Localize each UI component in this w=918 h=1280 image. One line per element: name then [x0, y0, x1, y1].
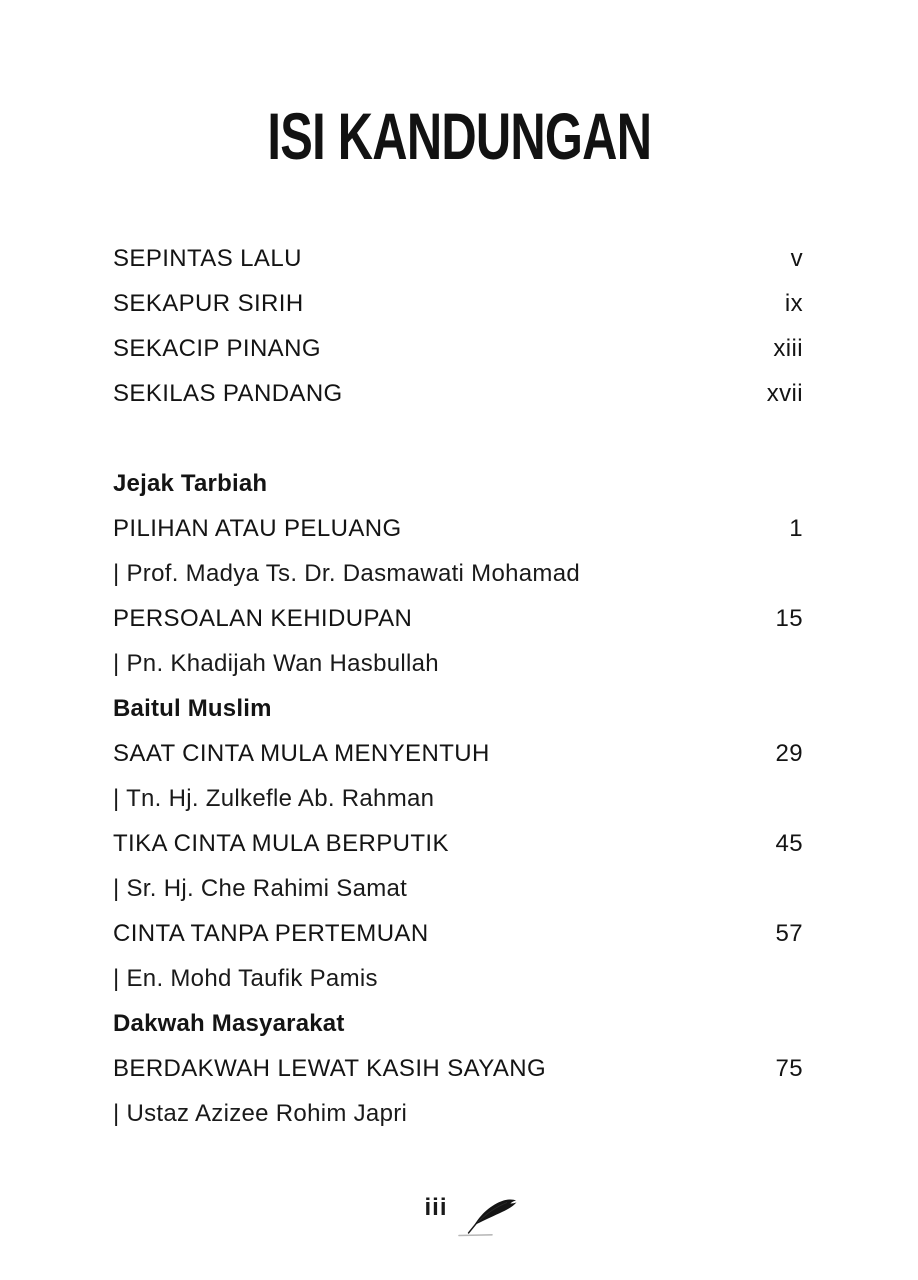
page-title-text: ISI KANDUNGAN [267, 99, 651, 173]
toc-entry-page: xiii [773, 335, 803, 362]
toc-entry-title: BERDAKWAH LEWAT KASIH SAYANG [113, 1055, 547, 1082]
toc-entry [113, 731, 803, 776]
section-heading: Dakwah Masyarakat [113, 1010, 345, 1037]
page-title [0, 99, 918, 173]
toc-entry-title: PILIHAN ATAU PELUANG [113, 515, 402, 542]
toc-entry-title: CINTA TANPA PERTEMUAN [113, 920, 429, 947]
toc-entry-title: SEPINTAS LALU [113, 245, 302, 272]
toc-entry-author: | Tn. Hj. Zulkefle Ab. Rahman [113, 785, 435, 812]
toc-entry-page: xvii [766, 380, 803, 407]
toc-entry-author: | Sr. Hj. Che Rahimi Samat [113, 875, 408, 902]
toc-entry-title: SAAT CINTA MULA MENYENTUH [113, 740, 490, 767]
toc-entry [113, 596, 803, 641]
footer-group [424, 1188, 519, 1246]
toc-entry-page: v [790, 245, 803, 272]
toc-entry-author: | Prof. Madya Ts. Dr. Dasmawati Mohamad [113, 560, 580, 587]
toc-entry-author: | En. Mohd Taufik Pamis [113, 965, 378, 992]
toc-entry-title: TIKA CINTA MULA BERPUTIK [113, 830, 449, 857]
toc-entry [113, 821, 803, 866]
table-of-contents [113, 236, 803, 1136]
toc-entry [113, 911, 803, 956]
toc-entry [113, 326, 803, 371]
toc-entry-title: PERSOALAN KEHIDUPAN [113, 605, 413, 632]
toc-entry-title: SEKILAS PANDANG [113, 380, 343, 407]
toc-entry-title: SEKACIP PINANG [113, 335, 321, 362]
toc-entry-page: 1 [789, 515, 803, 542]
toc-entry [113, 371, 803, 416]
toc-entry-author: | Pn. Khadijah Wan Hasbullah [113, 650, 439, 677]
toc-entry-page: 75 [775, 1055, 803, 1082]
toc-entry-page: ix [784, 290, 803, 317]
footer-page-number: iii [424, 1194, 448, 1221]
toc-entry-page: 57 [775, 920, 803, 947]
page-footer [0, 1188, 918, 1246]
toc-entry [113, 506, 803, 551]
toc-entry-author: | Ustaz Azizee Rohim Japri [113, 1100, 408, 1127]
toc-entry [113, 1046, 803, 1091]
toc-entry [113, 236, 803, 281]
toc-entry [113, 281, 803, 326]
section-heading: Baitul Muslim [113, 695, 272, 722]
toc-entry-page: 15 [775, 605, 803, 632]
spacer [113, 416, 803, 461]
toc-entry-page: 29 [775, 740, 803, 767]
toc-entry-page: 45 [775, 830, 803, 857]
quill-icon [458, 1190, 520, 1246]
toc-entry-title: SEKAPUR SIRIH [113, 290, 304, 317]
section-heading: Jejak Tarbiah [113, 470, 268, 497]
